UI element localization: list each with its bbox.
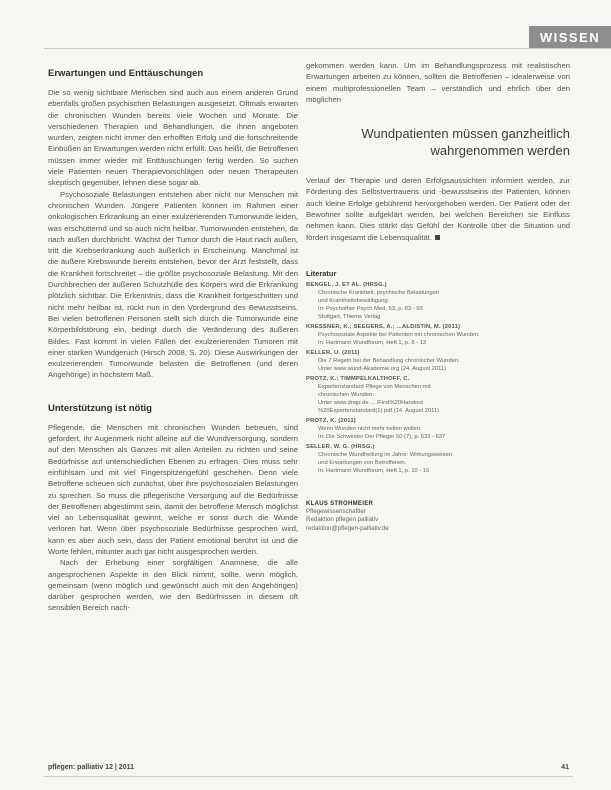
paragraph-continuation: gekommen werden kann. Um im Behandlungsprozess mit realistischen Erwartungen arbeiten zu können, sollten die Betroffenen – idealerweise von einem multiprofessionellen Team – verständlich und ehrlich über den möglichen [306,61,570,104]
literature-entry [306,417,570,441]
end-of-article-mark [435,235,440,240]
literature-line: In: Die Schwester Der Pfleger 50 (7), p. 632 - 637 [318,433,446,440]
paragraph: Psychosoziale Belastungen entstehen aber nicht nur Menschen mit chronischen Wunden. Jüngere Patienten können im Rahmen einer onkologischen Erkrankung an einer exulzerierenden Tumorwunde leiden, was erschütternd und so auch nicht heilbar. Tumorwunden entstehen, da nach außen durchbricht. Wächst der Tumor durch die Haut nach außen, tritt die Krebserkrankung auch äußerlich in Erscheinung. Manchmal ist die äußere Krebswunde bereits entstehen, bevor der Arzt feststellt, dass die Krankheit fortschreitet – die größte psychosoziale Belastung. Mit den Durchbrechen der äußeren Schutzhülle des Körpers wird die Erkrankung plötzlich sichtbar. Die Erkenntnis, dass die Krankheit fortgeschritten und nicht mehr heilbar ist, rückt nun in den Vordergrund des Bewusstseins. Bei vielen betroffenen Personen stellt sich durch die Tumorwunde eine Körperbildstörung ein, bedingt durch die Veränderung des äußeren Bildes. Fast kommt in vielen Fällen der exulzerierenden Tumoren mit einer starken Wundgeruch (Hirsch 2008, S. 20). Diese Auswirkungen der exulzerierenden Tumorwunde belasten die Betroffenen (und deren Angehörige) in höchstem Maß. [48,189,298,380]
literature-author: KRESSNER, K.; SEEGERS, A.; ...ALDISTIN, M. (2011) [306,323,461,330]
literature-list [306,281,570,475]
author-affiliation: Redaktion pflegen palliativ [306,516,379,524]
section-heading-expectations: Erwartungen und Enttäuschungen [48,68,204,79]
literature-line: Chronische Krankheit, psychische Belastungen [318,289,440,296]
literature-entry [306,349,570,373]
paragraph: Die so wenig sichtbare Menschen sind auch aus einem anderen Grund ebenfalls großen psychischen Belastungen ausgesetzt. Oftmals erwarten die chronischen Wunden bereits viele Wochen und Monate. Die verschiedenen Therapien und Behandlungen, die ihnen angeboten wurden, zeigten nicht immer den erhofften Erfolg und die fortschreitende Einbußen an Erwartungen werden nicht erfüllt. Das heißt, die Betroffenen müssen immer wieder mit Enttäuschungen fertig werden. So suchen viele Patienten neuen Therapievorschlägen oder neuen Therapeuten skeptisch gegenüber, lehnen diese sogar ab. [48,88,298,188]
footer-journal: pflegen: palliativ 12 | 2011 [48,764,134,771]
literature-entry [306,443,570,475]
paragraph: Pflegende, die Menschen mit chronischen Wunden betreuen, sind gefordert, ihr Augenmerk nicht alleine auf die Wundversorgung, sondern auf den Menschen als Ganzes mit allen Anteilen zu richten und seine Bedürfnisse auf unterschiedlichen Ebenen zu erfragen. Dies muss sehr einfühlsam und mit viel Fingerspitzengefühl geschehen. Denn viele Betroffene scheuen sich zunächst, über ihre psychosozialen Belastungen zu sprechen. So muss die pflegerische Versorgung auf die Bedürfnisse der Betroffenen abgestimmt sein, damit der betroffene Mensch möglichst viel an Lebensqualität gewinnt, welche er sonst durch die Wunde verloren hat. Wenn über psychosoziale Bedürfnisse gesprochen wird, kann es aber auch sein, dass der Patient emotional berührt ist und die Worte fehlen, mitunter auch gar nicht ausgesprochen werden. [48,422,298,556]
literature-line: Unter www.dnqp.de ... /First%20Handout [318,399,424,406]
page-number: 41 [561,764,569,771]
literature-heading: Literatur [306,268,337,278]
section-label: WISSEN [539,29,601,45]
literature-author: SELLER, W. G. (HRSG.) [306,443,375,450]
literature-author: BENGEL, J. ET AL. (HRSG.) [306,281,387,288]
literature-author: PROTZ, K. (2011) [306,417,356,424]
literature-entry [306,323,570,347]
literature-line: Unter www.wund-Akademie.org (24. August 2011) [318,365,447,372]
literature-line: In: Hartmann Wundforum, Heft 1, p. 10 - 16 [318,467,430,474]
literature-line: und Krankheitsbewältigung. [318,297,390,304]
paragraph-closing: Verlauf der Therapie und deren Erfolgsaussichten informiert werden, zur Förderung des Selbstvertrauens und -bewusstseins der Patienten, können auch kleine Erfolge gebührend hervorgehoben werden. Der Patient oder der Bewohner sollte aufgeklärt werden, bei welchen Bereichen sie Einfluss nehmen kann. Dies stärkt das Gefühl der Kontrolle über die Situation und fördert insgesamt die Lebensqualität. [306,176,570,242]
footer-rule [44,776,573,777]
literature-line: In: Psychother Psych Med, 53, p. 83 - 93 [318,305,423,312]
section-tab [529,26,611,48]
author-email[interactable]: redaktion@pflegen-palliativ.de [306,524,389,532]
section-heading-support: Unterstützung ist nötig [48,402,152,414]
literature-line: %20Expertenstandard(1) pdf (14. August 2011) [318,407,440,414]
literature-line: Stuttgart, Thieme Verlag [318,313,381,320]
literature-line: Wenn Wunden nicht mehr heilen wollen. [318,425,422,432]
pull-quote-headline: Wundpatienten müssen ganzheitlich wahrgenommen werden [361,126,570,159]
left-column [48,60,298,614]
author-contact [306,501,570,534]
literature-line: In: Hartmann Wundforum, Heft 1, p. 8 - 13 [318,339,427,346]
author-name: KLAUS STROHMEIER [306,500,374,507]
literature-entry [306,281,570,321]
author-role: Pflegewissenschaftler [306,507,366,515]
literature-line: Expertenstandard Pflege von Menschen mit [318,383,431,390]
literature-line: und Erwartungen von Betroffenen. [318,459,407,466]
literature-line: Psychosoziale Aspekte bei Patienten mit chronischen Wunden. [318,331,480,338]
literature-author: PROTZ, K.; TIMMPELKALTHOFF, C. [306,375,410,382]
literature-author: KELLER, U. (2011) [306,349,360,356]
right-column [306,60,570,533]
literature-line: Chronische Wundheilung im Jahre: Wirkungsweisen [318,451,452,458]
literature-entry [306,375,570,415]
literature-line: chronischen Wunden. [318,391,374,398]
literature-line: Die 7 Regeln bei der Behandlung chronischer Wunden. [318,357,460,364]
paragraph: Nach der Erhebung einer sorgfältigen Anamnese, die alle angesprochenen Aspekte in den Blick nimmt, sollte, wenn möglich, gemeinsam (wenn möglich und gewünscht auch mit den Angehörigen) darüber gesprochen werden, wie den Bedürfnissen in diesem oft sensiblen Bereich nach- [48,558,298,613]
header-rule [44,48,611,49]
